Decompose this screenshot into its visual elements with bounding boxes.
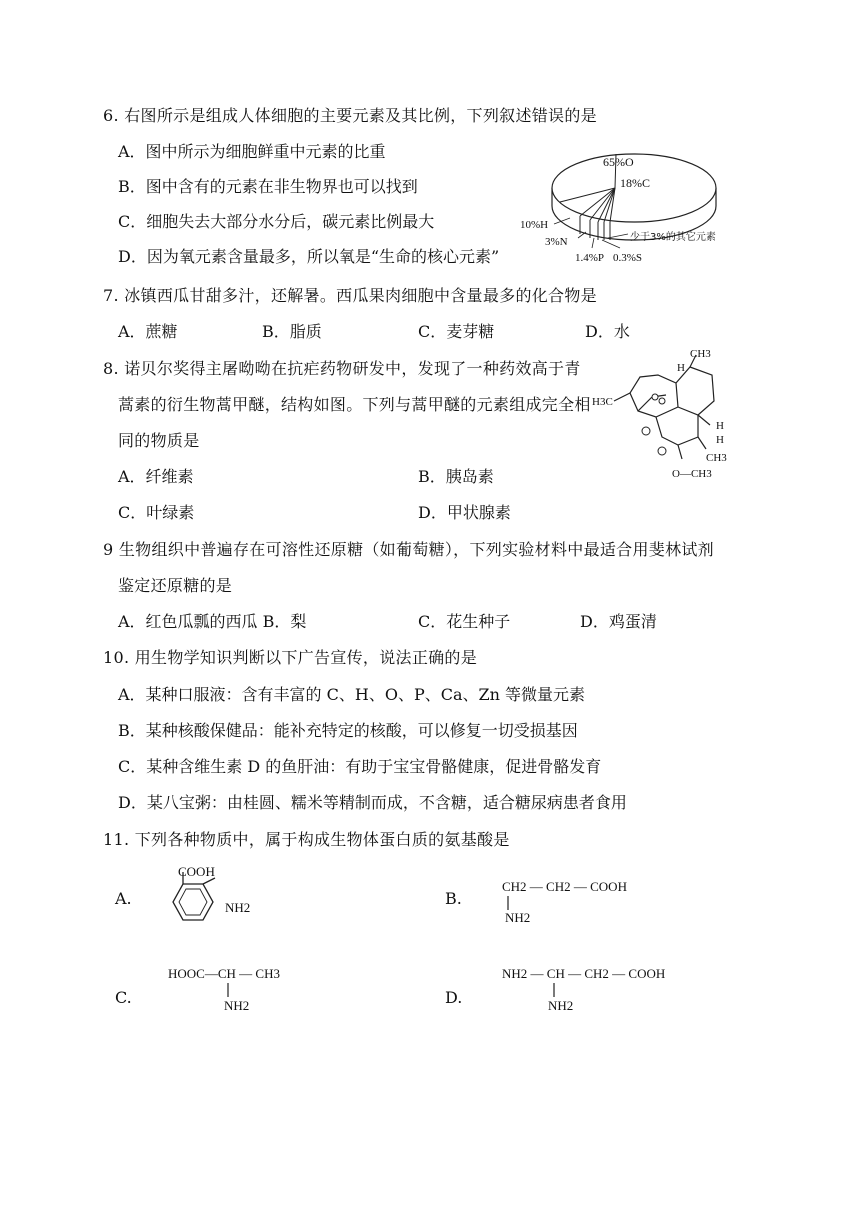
struct-ch3-top: CH3 bbox=[690, 348, 711, 360]
q7-option-c: C．麦芽糖 bbox=[418, 322, 495, 341]
q10-option-c: C．某种含维生素 D 的鱼肝油：有助于宝宝骨骼健康，促进骨骼发育 bbox=[118, 757, 602, 776]
q8-option-d: D．甲状腺素 bbox=[418, 503, 511, 522]
struct-h-right-2: H bbox=[716, 434, 724, 446]
q11-c-bond bbox=[226, 983, 230, 997]
struct-h-top: H bbox=[677, 362, 685, 374]
q9-stem-line-1: 9 生物组织中普遍存在可溶性还原糖（如葡萄糖），下列实验材料中最适合用斐林试剂 bbox=[103, 540, 714, 559]
pie-label-h: 10%H bbox=[520, 219, 549, 231]
q9-option-c: C．花生种子 bbox=[418, 612, 511, 631]
q8-stem-line-3: 同的物质是 bbox=[118, 431, 200, 450]
struct-h3c: H3C bbox=[592, 396, 613, 408]
q10-option-b: B．某种核酸保健品：能补充特定的核酸，可以修复一切受损基因 bbox=[118, 721, 578, 740]
struct-h-right-1: H bbox=[716, 420, 724, 432]
artemether-structure bbox=[600, 345, 740, 485]
q11-b-chain: CH2 — CH2 — COOH bbox=[502, 879, 627, 894]
pie-label-p: 1.4%P bbox=[575, 252, 605, 264]
q11-option-a-letter: A. bbox=[115, 889, 132, 908]
q8-option-c: C．叶绿素 bbox=[118, 503, 195, 522]
q10-option-a: A．某种口服液：含有丰富的 C、H、O、P、Ca、Zn 等微量元素 bbox=[118, 685, 586, 704]
q11-d-nh2: NH2 bbox=[548, 998, 574, 1013]
q11-b-nh2: NH2 bbox=[505, 910, 531, 925]
q10-option-d: D．某八宝粥：由桂圆、糯米等精制而成，不含糖，适合糖尿病患者食用 bbox=[118, 793, 627, 812]
q11-d-bond bbox=[552, 983, 556, 997]
q6-option-a: A．图中所示为细胞鲜重中元素的比重 bbox=[118, 142, 386, 161]
q7-stem: 7. 冰镇西瓜甘甜多汁，还解暑。西瓜果肉细胞中含量最多的化合物是 bbox=[103, 286, 597, 305]
pie-label-s: 0.3%S bbox=[613, 252, 643, 264]
pie-label-n: 3%N bbox=[545, 236, 568, 248]
q11-b-bond bbox=[506, 896, 510, 910]
q6-stem: 6. 右图所示是组成人体细胞的主要元素及其比例，下列叙述错误的是 bbox=[103, 106, 597, 125]
q8-option-b: B．胰岛素 bbox=[418, 467, 494, 486]
q8-stem-line-1: 8. 诺贝尔奖得主屠呦呦在抗疟药物研发中，发现了一种药效高于青 bbox=[103, 359, 581, 378]
q11-option-c-letter: C. bbox=[115, 988, 132, 1007]
q9-option-d: D．鸡蛋清 bbox=[580, 612, 657, 631]
q8-stem-line-2: 蒿素的衍生物蒿甲醚，结构如图。下列与蒿甲醚的元素组成完全相 bbox=[118, 395, 591, 414]
q11-d-chain: NH2 — CH — CH2 — COOH bbox=[502, 966, 666, 981]
q11-c-chain: HOOC—CH — CH3 bbox=[168, 966, 280, 981]
q11-stem: 11. 下列各种物质中，属于构成生物体蛋白质的氨基酸是 bbox=[103, 830, 510, 849]
pie-label-o: 65%O bbox=[603, 155, 634, 169]
q6-option-b: B．图中含有的元素在非生物界也可以找到 bbox=[118, 177, 418, 196]
benzene-ring bbox=[160, 878, 230, 938]
q8-option-a: A．纤维素 bbox=[118, 467, 194, 486]
pie-label-c: 18%C bbox=[620, 176, 650, 190]
q7-option-d: D．水 bbox=[585, 322, 630, 341]
q11-c-nh2: NH2 bbox=[224, 998, 250, 1013]
q6-option-d: D．因为氧元素含量最多，所以氧是“生命的核心元素” bbox=[118, 247, 500, 266]
struct-och3: O—CH3 bbox=[672, 468, 712, 480]
q11-a-nh2: NH2 bbox=[225, 900, 251, 915]
q10-stem: 10. 用生物学知识判断以下广告宣传，说法正确的是 bbox=[103, 648, 478, 667]
q7-option-b: B．脂质 bbox=[262, 322, 322, 341]
q9-option-ab: A．红色瓜瓢的西瓜 B．梨 bbox=[118, 612, 307, 631]
q9-stem-line-2: 鉴定还原糖的是 bbox=[118, 576, 233, 595]
q11-a-cooh: COOH bbox=[178, 864, 215, 879]
q6-option-c: C．细胞失去大部分水分后，碳元素比例最大 bbox=[118, 212, 435, 231]
q7-option-a: A．蔗糖 bbox=[118, 322, 178, 341]
q11-option-d-letter: D. bbox=[445, 988, 463, 1007]
pie-label-others: 少于3%的其它元素 bbox=[630, 232, 716, 243]
q11-option-b-letter: B. bbox=[445, 889, 462, 908]
struct-ch3-bottom: CH3 bbox=[706, 452, 727, 464]
